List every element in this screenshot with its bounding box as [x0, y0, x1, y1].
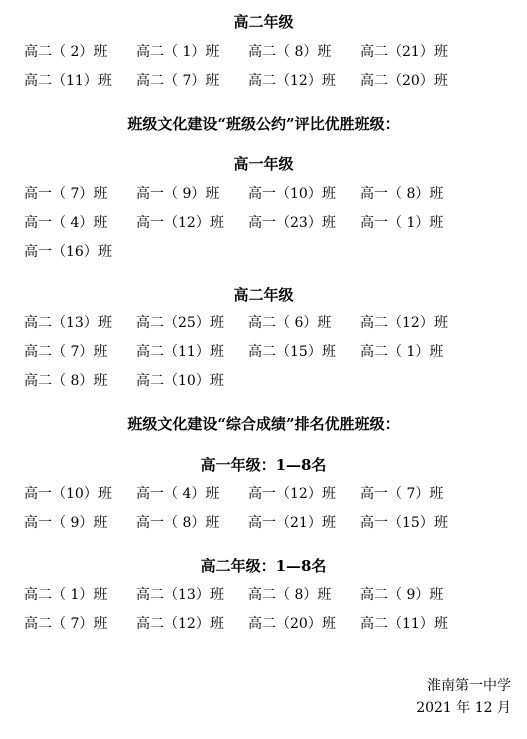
section-title-class-convention: 班级文化建设“班级公约”评比优胜班级： [127, 115, 400, 133]
class-entry: 高二（ 8）班 [248, 587, 332, 603]
class-entry: 高二（11）班 [24, 73, 112, 89]
class-entry: 高二（ 1）班 [24, 587, 108, 603]
class-entry: 高一（ 4）班 [24, 215, 108, 231]
grade-heading-grade2-overall: 高二年级：1—8名 [200, 557, 327, 575]
class-entry: 高二（15）班 [248, 344, 336, 360]
class-entry: 高一（23）班 [248, 215, 336, 231]
class-entry: 高二（12）班 [136, 616, 224, 632]
class-entry: 高二（ 7）班 [24, 616, 108, 632]
class-entry: 高一（12）班 [248, 486, 336, 502]
grade-heading-grade1-overall: 高一年级：1—8名 [200, 456, 327, 474]
class-entry: 高一（16）班 [24, 244, 112, 260]
class-entry: 高二（20）班 [248, 616, 336, 632]
grade-heading-section1: 高二年级 [233, 13, 294, 31]
class-entry: 高二（ 2）班 [24, 44, 108, 60]
class-entry: 高二（12）班 [360, 315, 448, 331]
class-entry: 高一（12）班 [136, 215, 224, 231]
class-entry: 高一（10）班 [24, 486, 112, 502]
class-entry: 高二（ 9）班 [360, 587, 444, 603]
class-entry: 高一（15）班 [360, 515, 448, 531]
class-entry: 高二（21）班 [360, 44, 448, 60]
class-entry: 高一（ 7）班 [360, 486, 444, 502]
grade-heading-grade1-convention: 高一年级 [233, 155, 294, 173]
class-entry: 高一（ 9）班 [24, 515, 108, 531]
class-entry: 高一（21）班 [248, 515, 336, 531]
class-entry: 高一（ 8）班 [360, 186, 444, 202]
class-entry: 高二（ 8）班 [24, 373, 108, 389]
class-entry: 高一（ 7）班 [24, 186, 108, 202]
class-entry: 高二（12）班 [248, 73, 336, 89]
class-entry: 高一（ 1）班 [360, 215, 444, 231]
class-entry: 高二（25）班 [136, 315, 224, 331]
class-entry: 高二（13）班 [24, 315, 112, 331]
class-entry: 高二（11）班 [360, 616, 448, 632]
class-entry: 高二（ 6）班 [248, 315, 332, 331]
class-entry: 高二（ 1）班 [136, 44, 220, 60]
section-title-overall-score: 班级文化建设“综合成绩”排名优胜班级： [127, 415, 400, 433]
class-entry: 高一（10）班 [248, 186, 336, 202]
class-entry: 高二（ 7）班 [136, 73, 220, 89]
class-entry: 高一（ 8）班 [136, 515, 220, 531]
class-entry: 高二（ 8）班 [248, 44, 332, 60]
class-entry: 高二（ 1）班 [360, 344, 444, 360]
grade-heading-grade2-convention: 高二年级 [233, 286, 294, 304]
footer-date: 2021 年 12 月 [416, 700, 511, 716]
class-entry: 高二（ 7）班 [24, 344, 108, 360]
class-entry: 高一（ 9）班 [136, 186, 220, 202]
class-entry: 高一（ 4）班 [136, 486, 220, 502]
class-entry: 高二（11）班 [136, 344, 224, 360]
footer-school-name: 淮南第一中学 [427, 678, 511, 694]
class-entry: 高二（10）班 [136, 373, 224, 389]
class-entry: 高二（13）班 [136, 587, 224, 603]
class-entry: 高二（20）班 [360, 73, 448, 89]
